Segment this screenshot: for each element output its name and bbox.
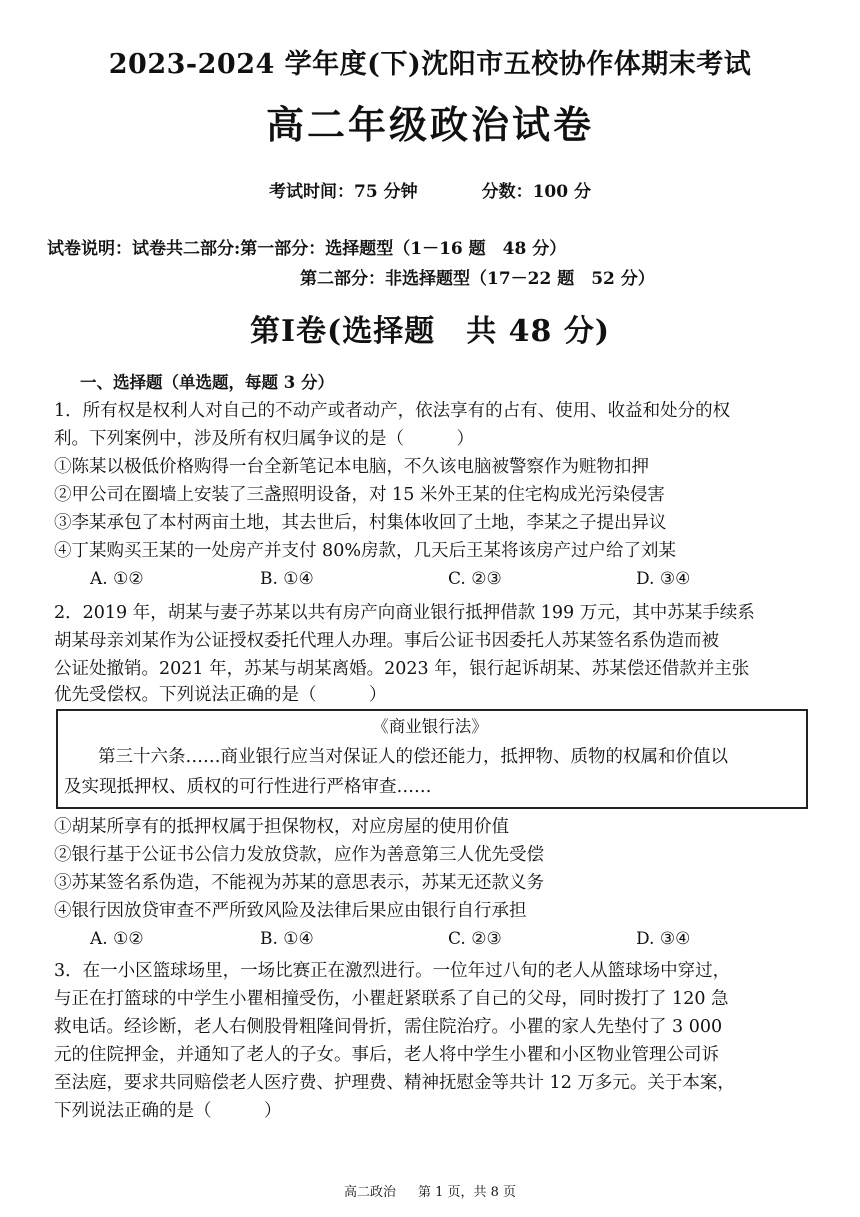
q1-option-b: B. ①④ [260, 569, 314, 589]
page-footer [0, 1185, 860, 1201]
paper-note-line2: 第二部分：非选择题型（17－22 题 52 分） [300, 269, 655, 289]
q1-stem-line2: 利。下列案例中，涉及所有权归属争议的是（ ） [54, 429, 474, 449]
q2-item-4: ④银行因放贷审查不严所致风险及法律后果应由银行自行承担 [54, 901, 527, 921]
footer-page-number: 第 1 页，共 8 页 [417, 1185, 517, 1200]
paper-note-line1: 试卷说明：试卷共二部分:第一部分：选择题型（1－16 题 48 分） [47, 239, 567, 259]
q1-option-c: C. ②③ [448, 569, 502, 589]
paper-title: 高二年级政治试卷 [265, 102, 594, 147]
q3-stem-line3: 救电话。经诊断，老人右侧股骨粗隆间骨折，需住院治疗。小瞿的家人先垫付了 3 000 [54, 1017, 723, 1037]
q2-option-c: C. ②③ [448, 929, 502, 949]
exam-time: 考试时间：75 分钟 [269, 182, 418, 202]
q2-option-a: A. ①② [90, 929, 144, 949]
q2-option-b: B. ①④ [260, 929, 314, 949]
q1-option-d: D. ③④ [636, 569, 691, 589]
q2-item-1: ①胡某所享有的抵押权属于担保物权，对应房屋的使用价值 [54, 817, 509, 837]
q2-option-d: D. ③④ [636, 929, 691, 949]
exam-title: 2023-2024 学年度(下)沈阳市五校协作体期末考试 [108, 49, 752, 80]
exam-score: 分数：100 分 [481, 182, 591, 202]
q3-stem-line1: 3．在一小区篮球场里，一场比赛正在激烈进行。一位年过八旬的老人从篮球场中穿过， [54, 961, 731, 981]
q2-stem-line3: 公证处撤销。2021 年，苏某与胡某离婚。2023 年，银行起诉胡某、苏某偿还借款并主张 [54, 659, 750, 679]
q1-item-3: ③李某承包了本村两亩土地，其去世后，村集体收回了土地，李某之子提出异议 [54, 513, 667, 533]
q1-option-a: A. ①② [90, 569, 144, 589]
law-excerpt-title: 《商业银行法》 [372, 717, 488, 736]
q3-stem-line4: 元的住院押金，并通知了老人的子女。事后，老人将中学生小瞿和小区物业管理公司诉 [54, 1045, 719, 1065]
q1-stem-line1: 1．所有权是权利人对自己的不动产或者动产，依法享有的占有、使用、收益和处分的权 [54, 401, 731, 421]
q3-stem-line5: 至法庭，要求共同赔偿老人医疗费、护理费、精神抚慰金等共计 12 万多元。关于本案， [54, 1073, 735, 1093]
section-subtitle: 一、选择题（单选题，每题 3 分） [80, 373, 334, 392]
footer-subject: 高二政治 [343, 1185, 396, 1200]
law-excerpt-line1: 第三十六条……商业银行应当对保证人的偿还能力，抵押物、质物的权属和价值以 [98, 747, 728, 767]
q1-item-1: ①陈某以极低价格购得一台全新笔记本电脑，不久该电脑被警察作为赃物扣押 [54, 457, 649, 477]
q2-item-3: ③苏某签名系伪造，不能视为苏某的意思表示，苏某无还款义务 [54, 873, 544, 893]
q1-item-4: ④丁某购买王某的一处房产并支付 80%房款，几天后王某将该房产过户给了刘某 [54, 541, 676, 561]
q2-stem-line4: 优先受偿权。下列说法正确的是（ ） [54, 685, 387, 705]
section-title: 第Ⅰ卷(选择题 共 48 分) [249, 314, 611, 349]
q2-stem-line2: 胡某母亲刘某作为公证授权委托代理人办理。事后公证书因委托人苏某签名系伪造而被 [54, 631, 719, 651]
exam-meta [0, 181, 860, 203]
q1-item-2: ②甲公司在圈墙上安装了三盏照明设备，对 15 米外王某的住宅构成光污染侵害 [54, 485, 665, 505]
law-excerpt-line2: 及实现抵押权、质权的可行性进行严格审查…… [64, 777, 432, 797]
q3-stem-line6: 下列说法正确的是（ ） [54, 1101, 282, 1121]
q3-stem-line2: 与正在打篮球的中学生小瞿相撞受伤，小瞿赶紧联系了自己的父母，同时拨打了 120 急 [54, 989, 729, 1009]
q2-item-2: ②银行基于公证书公信力发放贷款，应作为善意第三人优先受偿 [54, 845, 544, 865]
q2-stem-line1: 2．2019 年，胡某与妻子苏某以共有房产向商业银行抵押借款 199 万元，其中苏某手续系 [54, 603, 755, 623]
